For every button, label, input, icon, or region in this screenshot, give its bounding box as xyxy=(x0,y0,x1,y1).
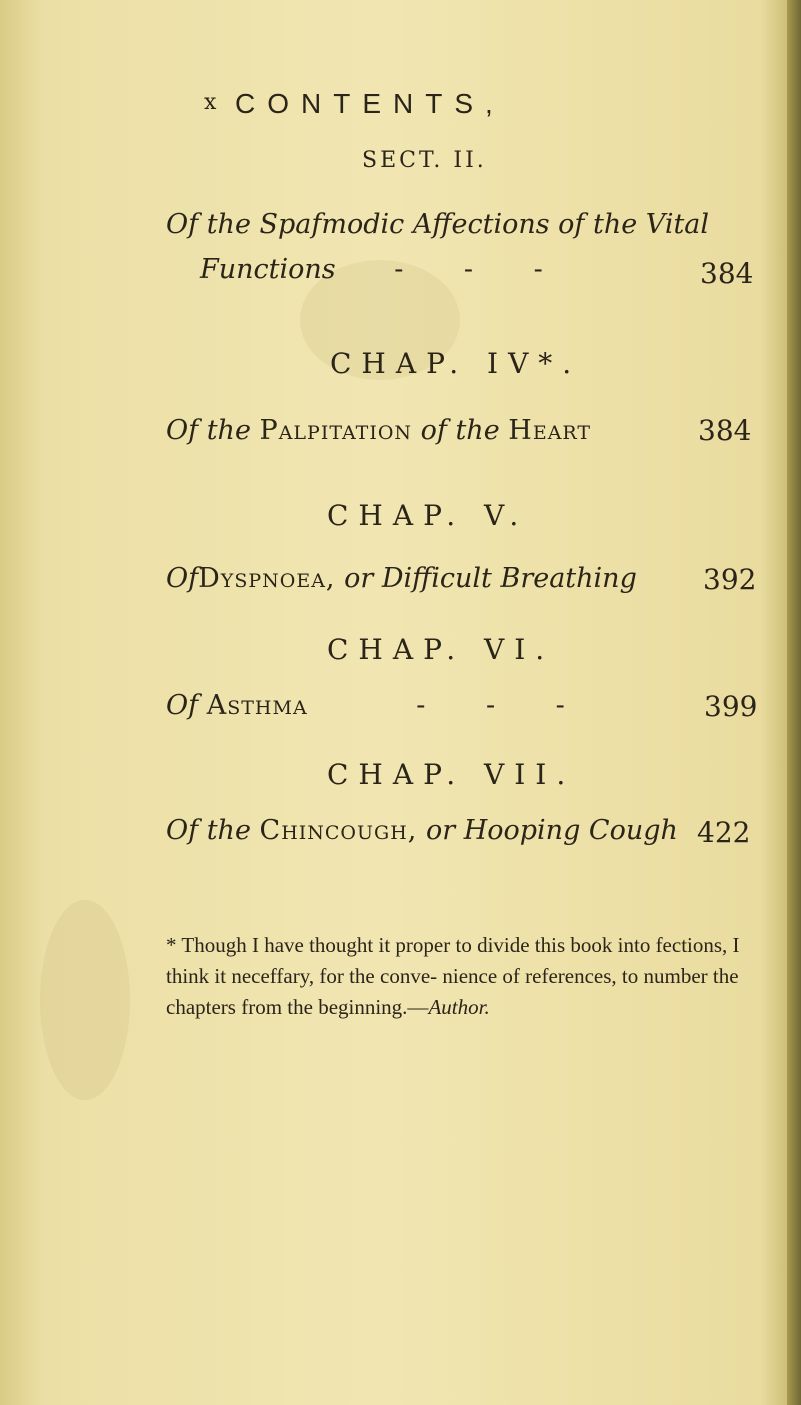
chapter-entry: Of the Chincough, or Hooping Cough xyxy=(166,815,678,846)
chapter-heading: CHAP. VII. xyxy=(327,758,576,791)
chapter-entry: Of the Palpitation of the Heart xyxy=(166,415,592,446)
paper-stain xyxy=(40,900,130,1100)
section-heading: SECT. II. xyxy=(362,148,487,173)
page-number: 392 xyxy=(703,563,757,596)
chapter-entry: OfDyspnoea, or Difficult Breathing xyxy=(166,563,637,594)
leader-dashes: - - - xyxy=(394,254,569,285)
page-mark: x xyxy=(204,90,217,115)
page-number: 384 xyxy=(698,414,752,447)
chapter-entry: Of Asthma - - - xyxy=(166,690,591,721)
entry-title-continued: Functions - - - xyxy=(200,254,569,285)
page-number: 384 xyxy=(700,257,754,290)
page-header-title: CONTENTS, xyxy=(235,88,505,119)
leader-dashes: - - - xyxy=(416,690,591,721)
chapter-heading: CHAP. V. xyxy=(327,499,529,532)
page-number: 422 xyxy=(697,816,751,849)
page-number: 399 xyxy=(704,690,758,723)
chapter-heading: CHAP. IV*. xyxy=(330,347,582,380)
entry-title: Of the Spafmodic Affections of the Vital xyxy=(166,209,710,240)
footnote: * Though I have thought it proper to divide this book into fections, I think it neceffary, for the conve- nience of references, to number the chapters from the beginning.—Author. xyxy=(166,933,740,1019)
chapter-heading: CHAP. VI. xyxy=(327,633,555,666)
page-edge xyxy=(787,0,801,1405)
